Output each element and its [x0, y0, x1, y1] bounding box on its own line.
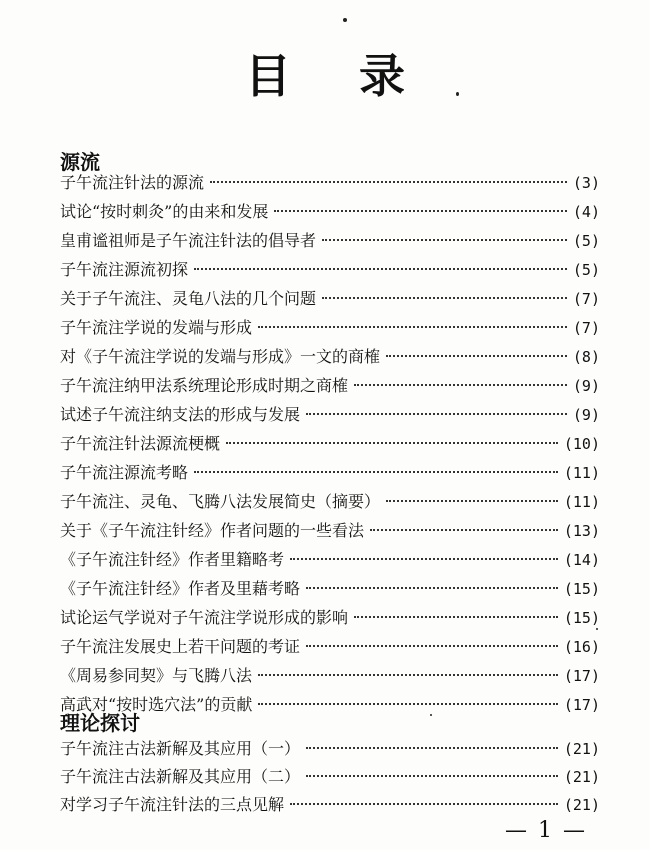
toc-entry-page: (10) [563, 435, 600, 453]
toc-entry[interactable] [60, 793, 600, 817]
toc-leader-dots [322, 297, 567, 299]
toc-entry[interactable] [60, 737, 600, 761]
page-number: — 1 — [505, 818, 587, 843]
toc-entry-title: 试述子午流注纳支法的形成与发展 [60, 405, 301, 424]
toc-entry[interactable] [60, 664, 600, 688]
toc-leader-dots [226, 442, 558, 444]
toc-leader-dots [354, 616, 558, 618]
toc-entry[interactable] [60, 765, 600, 789]
toc-entry[interactable] [60, 432, 600, 456]
toc-leader-dots [258, 674, 558, 676]
toc-entry-title: 子午流注学说的发端与形成 [60, 318, 253, 337]
toc-leader-dots [306, 645, 558, 647]
toc-entry-page: (11) [563, 464, 600, 482]
toc-entry-title: 对《子午流注学说的发端与形成》一文的商榷 [60, 347, 381, 366]
section-heading-theory-visible: 理论探讨 [60, 711, 140, 735]
toc-entry-title: 子午流注古法新解及其应用（二） [60, 767, 301, 786]
toc-entry[interactable] [60, 374, 600, 398]
toc-entry[interactable] [60, 693, 600, 717]
toc-entry-page: (16) [563, 638, 600, 656]
toc-entry-title: 对学习子午流注针法的三点见解 [60, 795, 285, 814]
toc-entry-title: 子午流注、灵龟、飞腾八法发展简史（摘要） [60, 492, 381, 511]
toc-leader-dots [386, 500, 558, 502]
toc-leader-dots [306, 775, 558, 777]
toc-entry[interactable] [60, 287, 600, 311]
toc-leader-dots [274, 210, 567, 212]
toc-entry-page: (17) [563, 696, 600, 714]
toc-entry[interactable] [60, 403, 600, 427]
toc-entry-title: 试论运气学说对子午流注学说形成的影响 [60, 608, 349, 627]
toc-entry-title: 高武对“按时选穴法”的贡献 [60, 695, 253, 714]
scan-speck [343, 18, 347, 22]
toc-entry-title: 皇甫谧祖师是子午流注针法的倡导者 [60, 231, 317, 250]
toc-leader-dots [306, 413, 567, 415]
toc-entry[interactable] [60, 577, 600, 601]
toc-entry[interactable] [60, 635, 600, 659]
toc-entry[interactable] [60, 258, 600, 282]
toc-entry[interactable] [60, 171, 600, 195]
toc-entry-title: 试论“按时刺灸”的由来和发展 [60, 202, 269, 221]
toc-entry[interactable] [60, 229, 600, 253]
toc-entry-page: (14) [563, 551, 600, 569]
toc-entry[interactable] [60, 200, 600, 224]
toc-entry[interactable] [60, 316, 600, 340]
toc-entry-title: 子午流注纳甲法系统理论形成时期之商榷 [60, 376, 349, 395]
toc-entry-page: (7) [572, 319, 600, 337]
toc-entry-title: 《周易参同契》与飞腾八法 [60, 666, 253, 685]
toc-entry-page: (8) [572, 348, 600, 366]
toc-entry[interactable] [60, 606, 600, 630]
toc-leader-dots [386, 355, 567, 357]
toc-entry[interactable] [60, 548, 600, 572]
toc-entry-page: (5) [572, 261, 600, 279]
section-heading-origins: 源流 [60, 150, 100, 174]
toc-entry-page: (21) [563, 740, 600, 758]
toc-entry-title: 子午流注针法源流梗概 [60, 434, 221, 453]
toc-leader-dots [306, 587, 558, 589]
toc-entry-title: 子午流注发展史上若干问题的考证 [60, 637, 301, 656]
toc-leader-dots [194, 471, 558, 473]
toc-leader-dots [354, 384, 567, 386]
toc-entry-page: (21) [563, 796, 600, 814]
toc-entry-title: 子午流注古法新解及其应用（一） [60, 739, 301, 758]
toc-entry-title: 子午流注针法的源流 [60, 173, 205, 192]
toc-entry-page: (15) [563, 609, 600, 627]
toc-leader-dots [258, 326, 567, 328]
toc-leader-dots [194, 268, 567, 270]
toc-entry-page: (4) [572, 203, 600, 221]
toc-entry-title: 《子午流注针经》作者及里藉考略 [60, 579, 301, 598]
toc-entry-page: (15) [563, 580, 600, 598]
page-title: 目录 [245, 49, 473, 103]
toc-entry-title: 《子午流注针经》作者里籍略考 [60, 550, 285, 569]
toc-entry-title: 关于《子午流注针经》作者问题的一些看法 [60, 521, 365, 540]
toc-entry-page: (9) [572, 377, 600, 395]
toc-leader-dots [258, 703, 558, 705]
toc-leader-dots [306, 747, 558, 749]
toc-entry[interactable] [60, 490, 600, 514]
toc-entry-page: (5) [572, 232, 600, 250]
toc-leader-dots [370, 529, 558, 531]
toc-entry-page: (3) [572, 174, 600, 192]
toc-entry-page: (17) [563, 667, 600, 685]
toc-entry-page: (9) [572, 406, 600, 424]
toc-entry-page: (21) [563, 768, 600, 786]
toc-entry-page: (7) [572, 290, 600, 308]
toc-leader-dots [290, 803, 558, 805]
toc-entry-title: 子午流注源流考略 [60, 463, 189, 482]
toc-leader-dots [290, 558, 558, 560]
toc-entry-page: (11) [563, 493, 600, 511]
toc-entry-title: 关于子午流注、灵龟八法的几个问题 [60, 289, 317, 308]
toc-entry[interactable] [60, 345, 600, 369]
toc-entry-page: (13) [563, 522, 600, 540]
toc-entry[interactable] [60, 461, 600, 485]
toc-entry-title: 子午流注源流初探 [60, 260, 189, 279]
toc-leader-dots [322, 239, 567, 241]
toc-leader-dots [210, 181, 567, 183]
toc-entry[interactable] [60, 519, 600, 543]
